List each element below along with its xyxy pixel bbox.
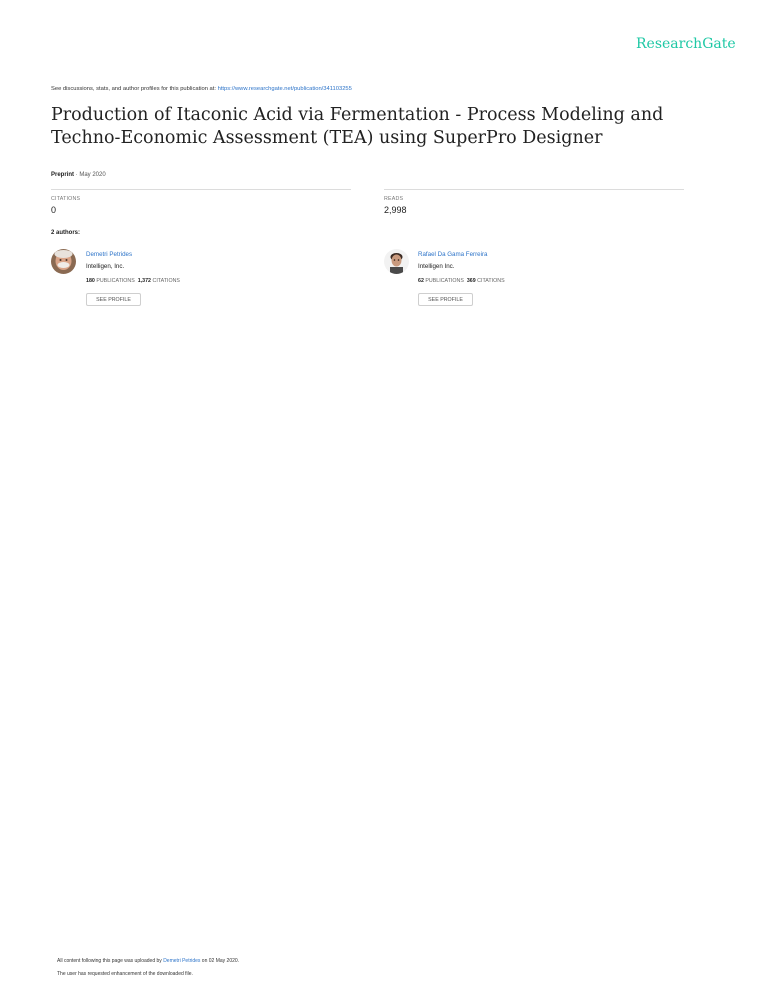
author-stats: [418, 278, 505, 284]
citations-count: 1,372: [137, 278, 152, 284]
authors-heading: 2 authors:: [51, 230, 81, 236]
author-institution: Intelligen Inc.: [418, 263, 455, 270]
publication-date: · May 2020: [74, 172, 106, 178]
publication-title: Production of Itaconic Acid via Fermentation - Process Modeling and Techno-Economic Assessment (TEA) using SuperPro Designer: [51, 105, 664, 148]
avatar[interactable]: [51, 249, 76, 274]
citations-label: CITATIONS: [477, 278, 505, 284]
avatar[interactable]: [384, 249, 409, 274]
see-profile-button[interactable]: SEE PROFILE: [418, 293, 473, 306]
see-profile-button[interactable]: SEE PROFILE: [86, 293, 141, 306]
researchgate-logo[interactable]: ResearchGate: [636, 36, 736, 52]
publications-count: 180: [86, 278, 95, 284]
author-institution: Intelligen, Inc.: [86, 263, 125, 270]
citations-label: CITATIONS: [152, 278, 180, 284]
reads-label: READS: [384, 196, 404, 202]
author-photo-icon: [51, 249, 76, 274]
author-name-link[interactable]: Demetri Petrides: [86, 251, 133, 258]
publications-label: PUBLICATIONS: [425, 278, 464, 284]
publications-count: 62: [418, 278, 424, 284]
enhancement-notice: The user has requested enhancement of the downloaded file.: [57, 971, 193, 977]
reads-value: 2,998: [384, 205, 407, 215]
publication-meta: [51, 172, 106, 178]
author-stats: [86, 278, 180, 284]
citations-label: CITATIONS: [51, 196, 81, 202]
author-name-link[interactable]: Rafael Da Gama Ferreira: [418, 251, 488, 258]
author-photo-icon: [384, 249, 409, 274]
publication-type: Preprint: [51, 172, 75, 178]
publications-label: PUBLICATIONS: [96, 278, 135, 284]
publication-link[interactable]: https://www.researchgate.net/publication/341103255: [217, 86, 352, 92]
divider-right: [384, 189, 684, 190]
citations-value: 0: [51, 205, 57, 215]
upload-notice: [57, 958, 239, 964]
upload-text: All content following this page was uploaded by: [57, 958, 164, 964]
divider-left: [51, 189, 351, 190]
citations-count: 369: [466, 278, 476, 284]
upload-date: on 02 May 2020.: [200, 958, 240, 964]
discussion-line: [51, 86, 352, 92]
uploader-link[interactable]: Demetri Petrides: [163, 958, 201, 964]
discussion-text: See discussions, stats, and author profiles for this publication at:: [51, 86, 218, 92]
